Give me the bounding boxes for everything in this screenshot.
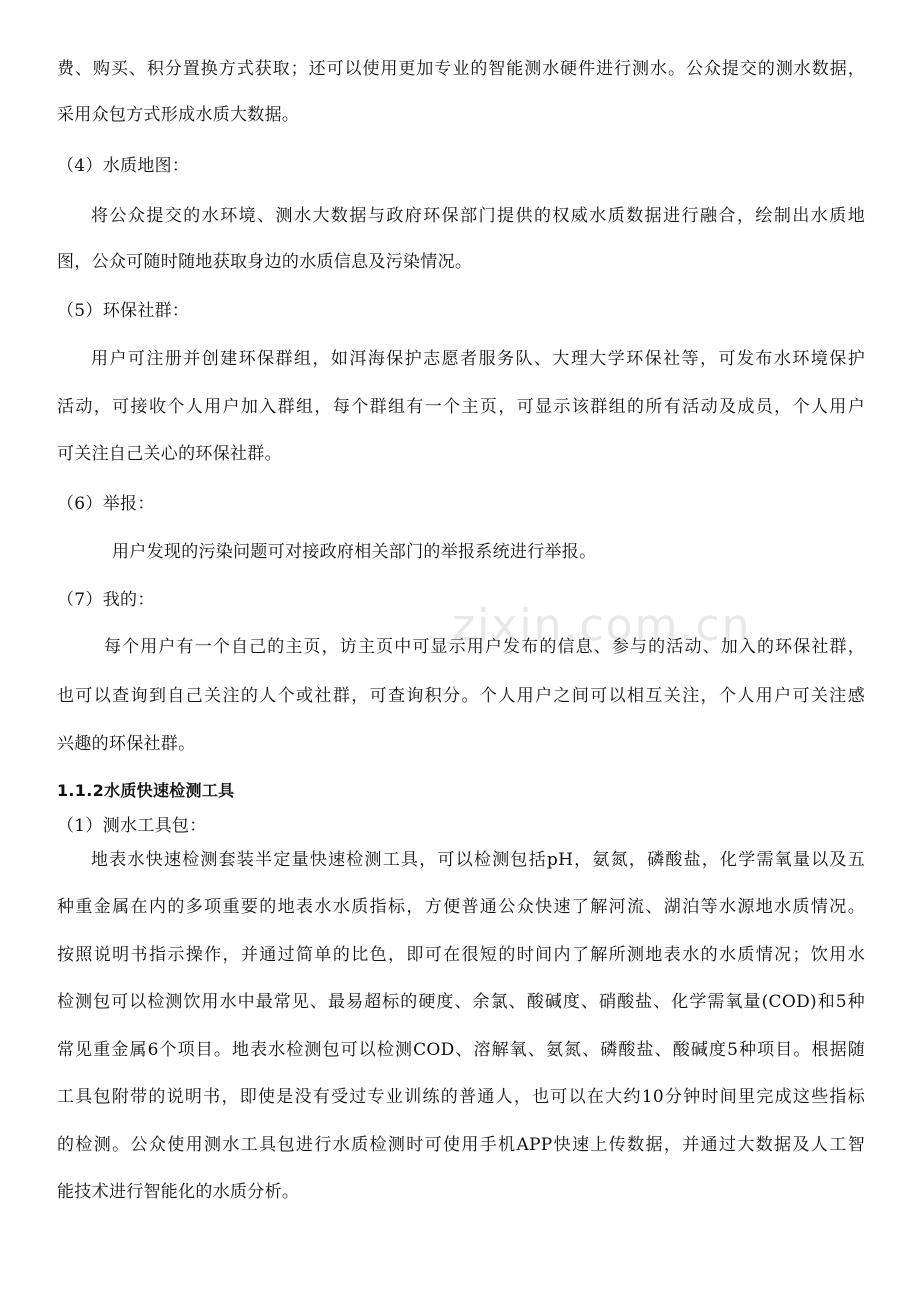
paragraph-line: 工具包附带的说明书，即使是没有受过专业训练的普通人，也可以在大约10分钟时间里完成这些指标	[57, 1087, 865, 1107]
paragraph-line: 常见重金属6个项目。地表水检测包可以检测COD、溶解氧、氨氮、磷酸盐、酸碱度5种项目。根据随	[57, 1040, 865, 1060]
paragraph-line: 种重金属在内的多项重要的地表水水质指标，方便普通公众快速了解河流、湖泊等水源地水质情况。	[57, 897, 865, 917]
paragraph-line: 每个用户有一个自己的主页，访主页中可显示用户发布的信息、参与的活动、加入的环保社群，	[104, 637, 865, 657]
watermark: zixin.com.cn	[452, 600, 752, 651]
paragraph-line: 活动，可接收个人用户加入群组，每个群组有一个主页，可显示该群组的所有活动及成员，个人用户	[57, 397, 865, 417]
section-heading: （5）环保社群：	[57, 301, 190, 321]
paragraph-line: 用户发现的污染问题可对接政府相关部门的举报系统进行举报。	[112, 542, 597, 562]
paragraph-line: 费、购买、积分置换方式获取；还可以使用更加专业的智能测水硬件进行测水。公众提交的测水数据，	[57, 59, 865, 79]
paragraph-line: 采用众包方式形成水质大数据。	[57, 105, 300, 125]
paragraph-line: 按照说明书指示操作，并通过简单的比色，即可在很短的时间内了解所测地表水的水质情况；饮用水	[57, 945, 865, 965]
paragraph-line: 可关注自己关心的环保社群。	[57, 444, 282, 464]
section-heading: （4）水质地图：	[57, 156, 190, 176]
subsection-title: 1.1.2水质快速检测工具	[57, 781, 235, 800]
paragraph-line: 能技术进行智能化的水质分析。	[57, 1182, 300, 1202]
section-heading: （6）举报：	[57, 494, 155, 514]
paragraph-line: 兴趣的环保社群。	[57, 734, 196, 754]
paragraph-line: 检测包可以检测饮用水中最常见、最易超标的硬度、余氯、酸碱度、硝酸盐、化学需氧量(COD)和5种	[57, 992, 865, 1012]
paragraph-line: 用户可注册并创建环保群组，如洱海保护志愿者服务队、大理大学环保社等，可发布水环境保护	[91, 349, 865, 369]
paragraph-line: 的检测。公众使用测水工具包进行水质检测时可使用手机APP快速上传数据，并通过大数据及人工智	[57, 1135, 865, 1155]
paragraph-line: 也可以查询到自己关注的人个或社群，可查询积分。个人用户之间可以相互关注，个人用户可关注感	[57, 686, 865, 706]
section-heading: （1）测水工具包：	[57, 816, 207, 836]
paragraph-line: 将公众提交的水环境、测水大数据与政府环保部门提供的权威水质数据进行融合，绘制出水质地	[91, 206, 865, 226]
paragraph-line: 图，公众可随时随地获取身边的水质信息及污染情况。	[57, 252, 473, 272]
paragraph-line: 地表水快速检测套装半定量快速检测工具，可以检测包括pH，氨氮，磷酸盐，化学需氧量以及五	[91, 850, 865, 870]
section-heading: （7）我的：	[57, 590, 155, 610]
